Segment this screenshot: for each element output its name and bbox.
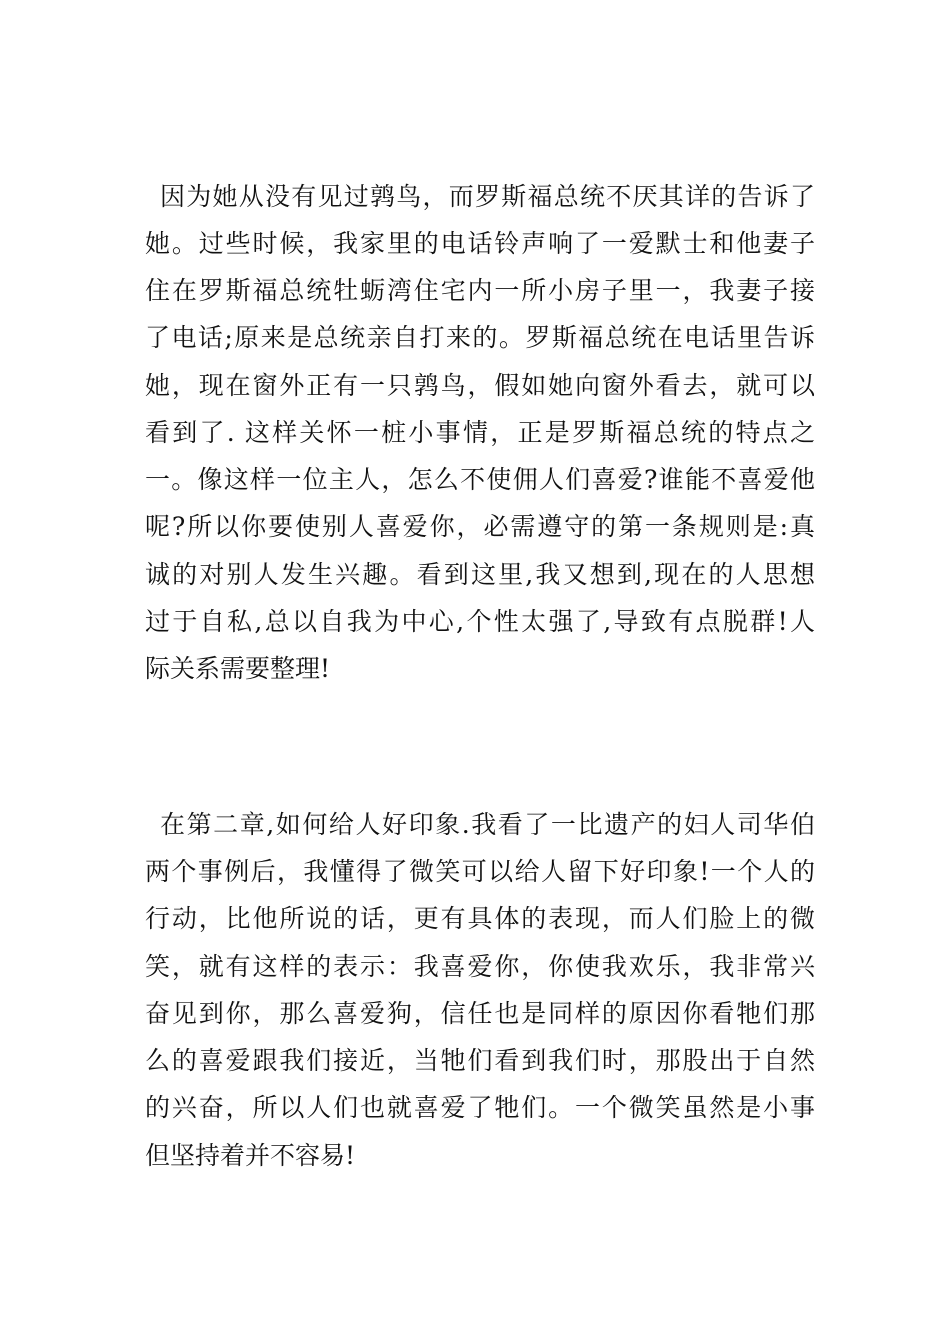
paragraph-1-line-3: 住在罗斯福总统牡蛎湾住宅内一所小房子里一，我妻子接 [145,276,815,305]
paragraph-1-line-5: 她，现在窗外正有一只鹑鸟，假如她向窗外看去，就可以 [145,371,815,400]
paragraph-1-line-8: 呢?所以你要使别人喜爱你，必需遵守的第一条规则是:真 [145,512,815,541]
paragraph-2-line-3: 行动，比他所说的话，更有具体的表现，而人们脸上的微 [145,904,815,933]
paragraph-2-line-6: 么的喜爱跟我们接近，当牠们看到我们时，那股出于自然 [145,1046,815,1075]
paragraph-2-line-8: 但坚持着并不容易! [145,1141,356,1170]
paragraph-2-line-4: 笑，就有这样的表示：我喜爱你，你使我欢乐，我非常兴 [145,952,815,981]
paragraph-1-line-11: 际关系需要整理! [145,654,331,683]
paragraph-1-line-4: 了电话;原来是总统亲自打来的。罗斯福总统在电话里告诉 [145,323,815,352]
paragraph-1-line-10: 过于自私,总以自我为中心,个性太强了,导致有点脱群!人 [145,607,815,636]
paragraph-1-line-2: 她。过些时候，我家里的电话铃声响了一爱默士和他妻子 [145,229,815,258]
paragraph-2-line-5: 奋见到你，那么喜爱狗，信任也是同样的原因你看牠们那 [145,999,815,1028]
paragraph-2-line-2: 两个事例后，我懂得了微笑可以给人留下好印象!一个人的 [145,857,815,886]
paragraph-1-line-9: 诚的对别人发生兴趣。看到这里,我又想到,现在的人思想 [145,560,815,589]
paragraph-1-line-7: 一。像这样一位主人，怎么不使佣人们喜爱?谁能不喜爱他 [145,465,815,494]
paragraph-1-line-1: 因为她从没有见过鹑鸟，而罗斯福总统不厌其详的告诉了 [160,182,815,211]
paragraph-1-line-6: 看到了. 这样关怀一桩小事情，正是罗斯福总统的特点之 [145,418,815,447]
paragraph-2-line-7: 的兴奋，所以人们也就喜爱了牠们。一个微笑虽然是小事 [145,1093,815,1122]
paragraph-2-line-1: 在第二章,如何给人好印象.我看了一比遗产的妇人司华伯 [160,810,815,839]
